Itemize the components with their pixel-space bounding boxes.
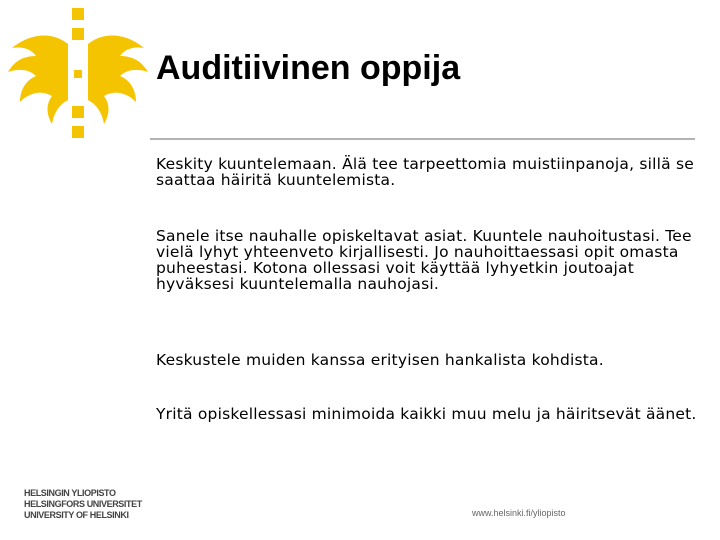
title-divider (150, 138, 695, 140)
university-name-en: UNIVERSITY OF HELSINKI (24, 510, 129, 520)
paragraph-focus-listening: Keskity kuuntelemaan. Älä tee tarpeettomia muistiinpanoja, sillä se saattaa häiritä kuuntelemista. (156, 155, 694, 189)
university-flame-logo-icon (6, 4, 156, 144)
university-wordmark (24, 488, 142, 521)
paragraph-discuss-difficult: Keskustele muiden kanssa erityisen hankalista kohdista. (156, 351, 604, 369)
slide-title: Auditiivinen oppija (156, 49, 461, 87)
university-name-sv: HELSINGFORS UNIVERSITET (24, 499, 142, 509)
university-name-fi: HELSINGIN YLIOPISTO (24, 488, 116, 498)
paragraph-record-yourself: Sanele itse nauhalle opiskeltavat asiat. Kuuntele nauhoitustasi. Tee vielä lyhyt yhteenveto kirjallisesti. Jo nauhoittaessasi opit omasta puheestasi. Kotona ollessasi voit käyttää lyhyetkin joutoajat hyväksesi kuuntelemalla nauhojasi. (156, 227, 692, 293)
footer-url: www.helsinki.fi/yliopisto (472, 508, 566, 518)
paragraph-minimize-noise: Yritä opiskellessasi minimoida kaikki muu melu ja häiritsevät äänet. (156, 405, 697, 423)
